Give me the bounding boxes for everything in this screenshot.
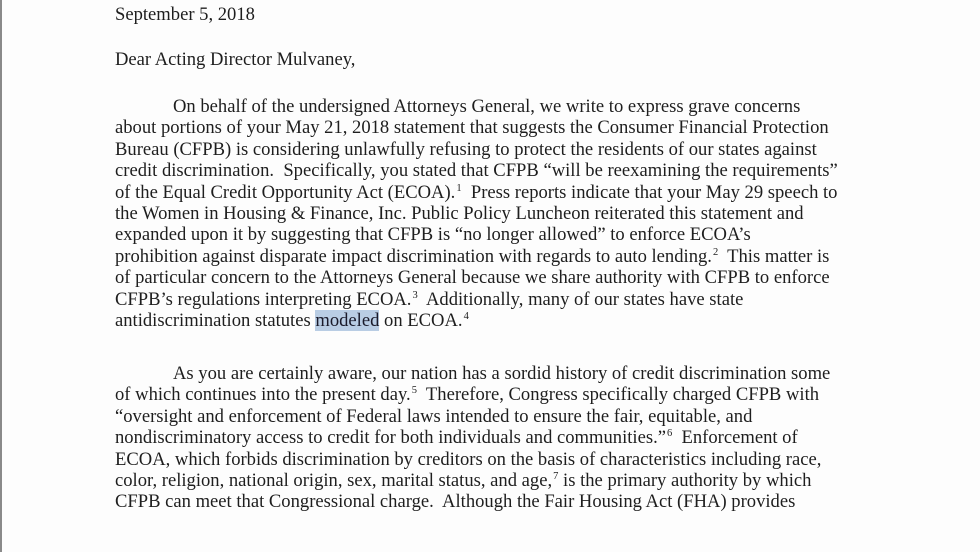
text-line <box>115 289 875 310</box>
text-line <box>115 117 875 138</box>
letter-date <box>115 4 875 25</box>
text-line <box>115 267 875 288</box>
footnote-marker: 7 <box>553 470 559 482</box>
line-text: about portions of your May 21, 2018 statement that suggests the Consumer Financial Protection <box>115 117 829 139</box>
line-text: Enforcement of <box>672 427 798 449</box>
paragraph-1 <box>115 96 875 331</box>
text-line <box>115 160 875 181</box>
text-line <box>115 491 875 512</box>
line-text: the Women in Housing & Finance, Inc. Public Policy Luncheon reiterated this statement and <box>115 202 804 224</box>
text-line <box>115 224 875 245</box>
line-text: nondiscriminatory access to credit for both individuals and communities.” <box>115 427 666 449</box>
text-line <box>115 203 875 224</box>
line-text: ECOA, which forbids discrimination by creditors on the basis of characteristics including race, <box>115 448 822 470</box>
salutation-text: Dear Acting Director Mulvaney, <box>115 49 356 70</box>
text-line <box>115 470 875 491</box>
line-text: of the Equal Credit Opportunity Act (ECOA). <box>115 181 456 203</box>
line-text: This matter is <box>718 245 830 267</box>
line-text: is the primary authority by which <box>558 469 812 491</box>
line-text: As you are certainly aware, our nation has a sordid history of credit discrimination some <box>173 363 831 384</box>
text-line <box>115 182 875 203</box>
footnote-marker: 4 <box>463 310 469 322</box>
line-text: Therefore, Congress specifically charged CFPB with <box>416 384 820 406</box>
line-text: on ECOA. <box>379 309 463 331</box>
text-line <box>115 246 875 267</box>
line-text: color, religion, national origin, sex, marital status, and age, <box>115 469 553 491</box>
letter-salutation <box>115 49 875 70</box>
footnote-marker: 1 <box>456 182 462 194</box>
text-line <box>115 96 875 117</box>
line-text: expanded upon it by suggesting that CFPB is “no longer allowed” to enforce ECOA’s <box>115 224 751 246</box>
line-text: of particular concern to the Attorneys General because we share authority with CFPB to enforce <box>115 267 830 289</box>
line-text: prohibition against disparate impact discrimination with regards to auto lending. <box>115 245 712 267</box>
footnote-marker: 5 <box>411 385 417 397</box>
line-text: credit discrimination. Specifically, you stated that CFPB “will be reexamining the requirements” <box>115 160 838 182</box>
line-text: of which continues into the present day. <box>115 384 411 406</box>
footnote-marker: 2 <box>712 246 719 258</box>
line-text: Bureau (CFPB) is considering unlawfully refusing to protect the residents of our states against <box>115 138 817 160</box>
footnote-marker: 3 <box>412 289 418 301</box>
text-line <box>115 449 875 470</box>
footnote-marker: 6 <box>666 428 673 440</box>
line-text: CFPB’s regulations interpreting ECOA. <box>115 288 412 310</box>
text-line <box>115 406 875 427</box>
line-text: antidiscrimination statutes <box>115 309 316 331</box>
text-line <box>115 363 875 384</box>
text-line <box>115 310 875 331</box>
line-text: “oversight and enforcement of Federal laws intended to ensure the fair, equitable, and <box>115 405 753 427</box>
text-line <box>115 427 875 448</box>
line-text: CFPB can meet that Congressional charge. Although the Fair Housing Act (FHA) provides <box>115 491 796 513</box>
selected-text-highlight: modeled <box>315 309 380 331</box>
text-line <box>115 384 875 405</box>
paragraph-2 <box>115 363 875 513</box>
line-text: Press reports indicate that your May 29 speech to <box>461 181 838 203</box>
text-line <box>115 139 875 160</box>
date-text: September 5, 2018 <box>115 4 255 25</box>
line-text: On behalf of the undersigned Attorneys General, we write to express grave concerns <box>173 96 801 117</box>
line-text: Additionally, many of our states have state <box>417 288 744 310</box>
